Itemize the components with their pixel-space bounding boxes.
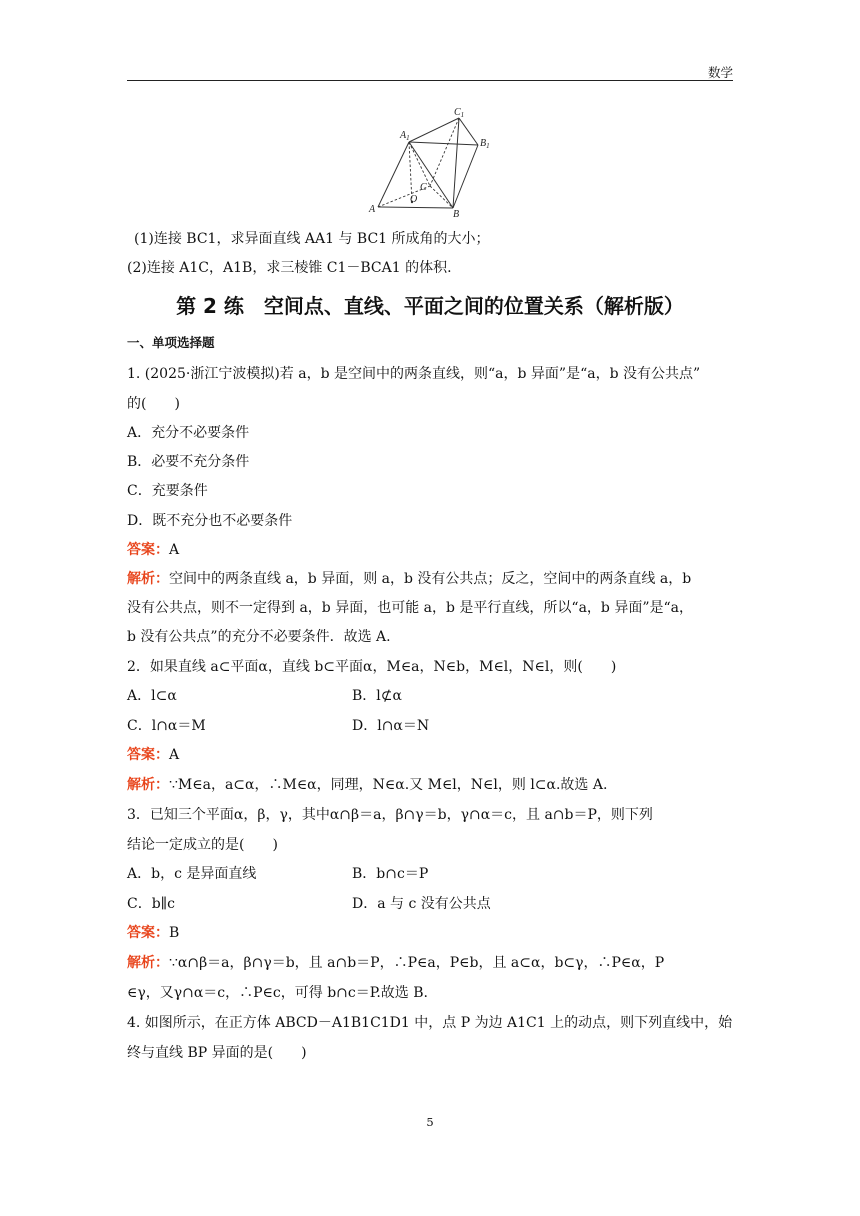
section-heading: 一、单项选择题 <box>127 335 215 350</box>
q4-stem-line1: 4. 如图所示，在正方体 ABCD－A1B1C1D1 中，点 P 为边 A1C1 上的动点，则下列直线中，始 <box>127 1015 733 1031</box>
header-subject: 数学 <box>707 65 733 80</box>
q2-analysis-text: ∵M∈a，a⊂α，∴M∈α，同理，N∈α.又 M∈l，N∈l，则 l⊂α.故选 A. <box>169 777 608 793</box>
prism-diagram <box>366 104 502 220</box>
q3-answer-label: 答案： <box>127 925 169 941</box>
edge-cb-dashed <box>430 186 453 208</box>
q3-option-d: D．a 与 c 没有公共点 <box>352 896 491 912</box>
label-c: C <box>420 182 427 193</box>
edge-ab <box>378 207 453 208</box>
q3-analysis-line1 <box>127 953 733 973</box>
q2-option-a: A．l⊂α <box>127 688 177 704</box>
q1-answer <box>127 540 733 560</box>
q3-stem-line2: 结论一定成立的是( ) <box>127 837 278 853</box>
q2-option-d: D．l∩α＝N <box>352 718 430 734</box>
q2-answer-value: A <box>169 747 180 763</box>
q1-analysis-line3: b 没有公共点”的充分不必要条件．故选 A. <box>127 629 391 645</box>
q1-stem-line2: 的( ) <box>127 396 180 412</box>
edge-a1o-dashed <box>409 142 412 202</box>
q1-analysis-text1: 空间中的两条直线 a，b 异面，则 a，b 没有公共点；反之，空间中的两条直线 a，b <box>169 571 692 587</box>
q2-analysis <box>127 775 733 795</box>
q1-option-a: A．充分不必要条件 <box>127 425 250 441</box>
q3-option-b: B．b∩c＝P <box>352 866 429 882</box>
q3-answer-value: B <box>169 925 180 941</box>
q2-answer-label: 答案： <box>127 747 169 763</box>
q3-answer <box>127 923 733 943</box>
edge-a1c-dashed <box>409 142 430 186</box>
page-number: 5 <box>426 1115 434 1129</box>
label-b1: $B_1$ <box>480 138 490 150</box>
edge-a1b1 <box>409 142 478 145</box>
prev-question-1: (1)连接 BC1，求异面直线 AA1 与 BC1 所成角的大小； <box>134 231 490 247</box>
q1-answer-label: 答案： <box>127 542 169 558</box>
q3-analysis-label: 解析： <box>127 955 169 971</box>
q1-option-d: D．既不充分也不必要条件 <box>127 513 293 529</box>
label-o: O <box>410 194 418 205</box>
q1-answer-value: A <box>169 542 180 558</box>
label-a: A <box>369 204 376 215</box>
q3-option-a: A．b，c 是异面直线 <box>127 866 257 882</box>
q1-stem-line1: 1. (2025·浙江宁波模拟)若 a，b 是空间中的两条直线，则“a，b 异面”是“a，b 没有公共点” <box>127 366 701 382</box>
q2-option-b: B．l⊄α <box>352 688 402 704</box>
header-rule <box>127 80 733 81</box>
label-c1: $C_1$ <box>454 107 465 119</box>
q4-stem-line2: 终与直线 BP 异面的是( ) <box>127 1045 307 1061</box>
prev-question-2: (2)连接 A1C，A1B，求三棱锥 C1－BCA1 的体积. <box>127 260 452 276</box>
q1-option-c: C．充要条件 <box>127 483 208 499</box>
q2-option-c: C．l∩α＝M <box>127 718 206 734</box>
label-a1: $A_1$ <box>400 130 410 142</box>
q2-answer <box>127 745 733 765</box>
q1-option-b: B．必要不充分条件 <box>127 454 250 470</box>
q1-analysis-label: 解析： <box>127 571 169 587</box>
label-b: B <box>453 209 460 220</box>
edge-a1c1 <box>409 118 459 142</box>
q1-analysis-line1 <box>127 569 733 589</box>
q1-analysis-line2: 没有公共点，则不一定得到 a，b 异面，也可能 a，b 是平行直线，所以“a，b 异面”是“a， <box>127 600 693 616</box>
page-title: 第 2 练 空间点、直线、平面之间的位置关系（解析版） <box>176 294 684 318</box>
q3-stem-line1: 3．已知三个平面α，β，γ，其中α∩β＝a，β∩γ＝b，γ∩α＝c，且 a∩b＝P，则下列 <box>127 807 653 823</box>
q3-analysis-text1: ∵α∩β＝a，β∩γ＝b，且 a∩b＝P，∴P∈a，P∈b，且 a⊂α，b⊂γ，∴P∈α，P <box>169 955 665 971</box>
q3-option-c: C．b∥c <box>127 896 175 912</box>
edge-a1a <box>378 142 409 207</box>
edge-c1b1 <box>459 118 478 145</box>
prism-figure <box>366 104 502 220</box>
q2-analysis-label: 解析： <box>127 777 169 793</box>
q2-stem: 2．如果直线 a⊂平面α，直线 b⊂平面α，M∈a，N∈b，M∈l，N∈l，则( ) <box>127 659 617 675</box>
q3-analysis-line2: ∈γ，又γ∩α＝c，∴P∈c，可得 b∩c＝P.故选 B. <box>127 985 428 1001</box>
